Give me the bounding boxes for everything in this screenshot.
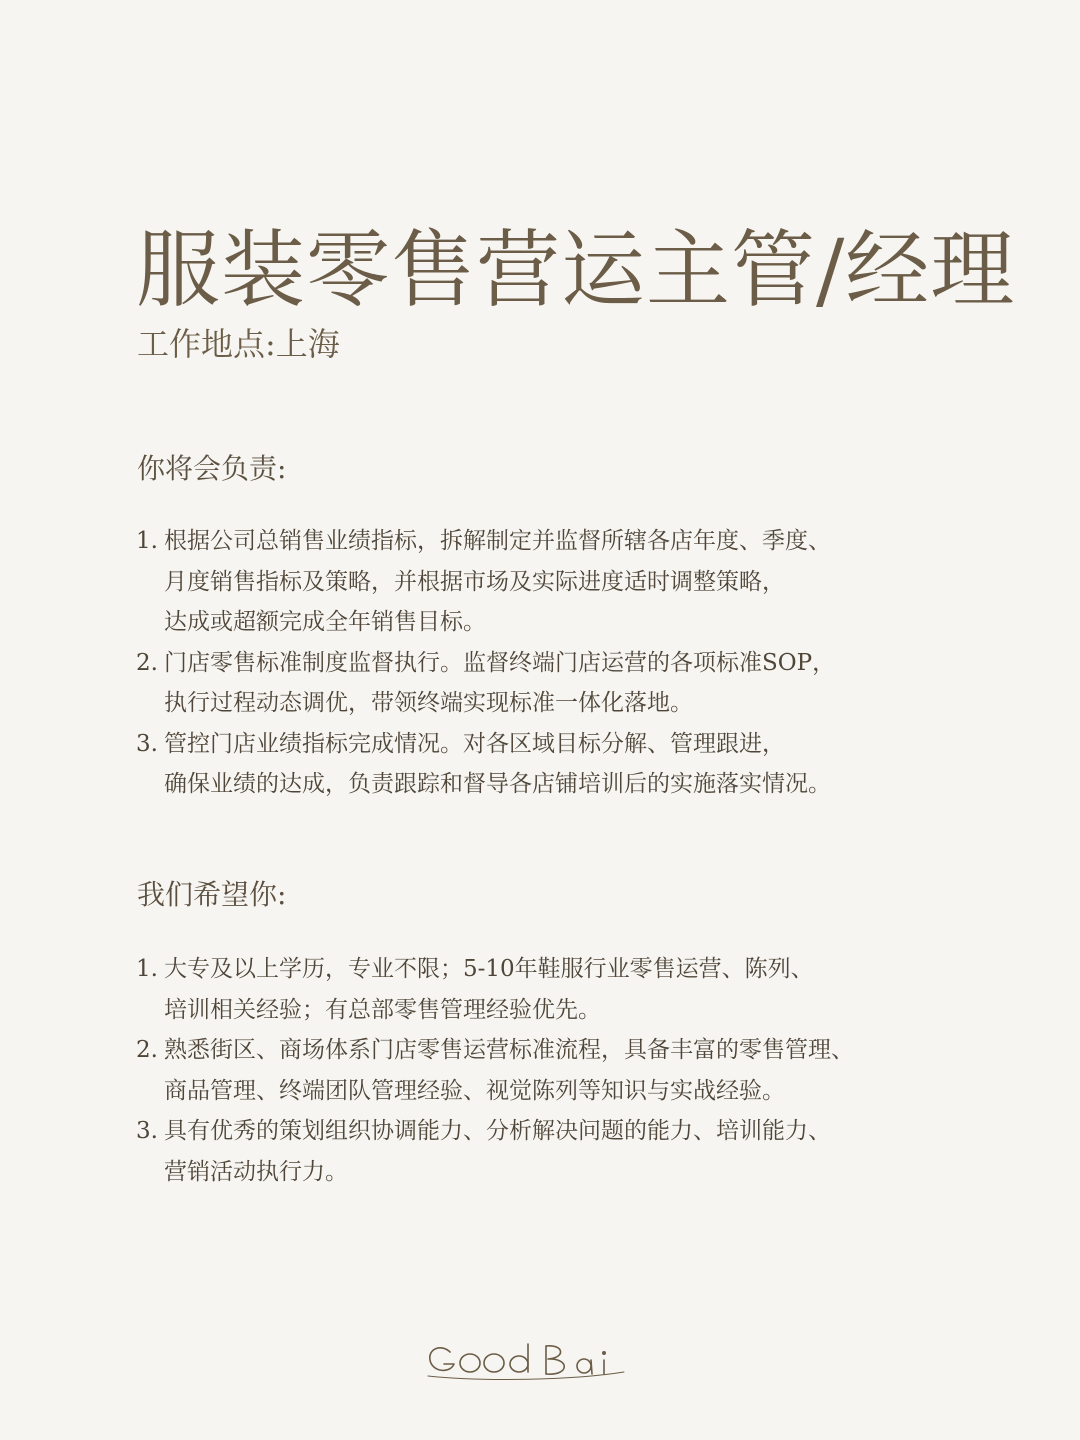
- item-number: 1.: [136, 528, 158, 554]
- item-line: 营销活动执行力。: [164, 1158, 348, 1185]
- item-line: 门店零售标准制度监督执行。监督终端门店运营的各项标准SOP，: [164, 649, 836, 676]
- item-text: [164, 521, 1036, 643]
- responsibilities-list: [136, 521, 1036, 805]
- item-line: 执行过程动态调优，带领终端实现标准一体化落地。: [164, 690, 693, 716]
- item-number: 2.: [136, 1037, 158, 1063]
- list-item: [136, 949, 1036, 1030]
- item-number: 2.: [136, 649, 158, 676]
- item-line: 具有优秀的策划组织协调能力、分析解决问题的能力、培训能力、: [164, 1118, 831, 1144]
- item-line: 根据公司总销售业绩指标，拆解制定并监督所辖各店年度、季度、: [164, 528, 831, 554]
- item-line: 熟悉街区、商场体系门店零售运营标准流程，具备丰富的零售管理、: [164, 1037, 854, 1063]
- item-line: 大专及以上学历，专业不限；5-10年鞋服行业零售运营、陈列、: [164, 956, 814, 982]
- item-line: 月度销售指标及策略，并根据市场及实际进度适时调整策略，: [164, 568, 785, 595]
- list-item: [136, 1030, 1036, 1111]
- goodbai-logo: [424, 1336, 656, 1384]
- item-line: 达成或超额完成全年销售目标。: [164, 609, 486, 635]
- requirements-list: [136, 949, 1036, 1192]
- item-line: 确保业绩的达成，负责跟踪和督导各店铺培训后的实施落实情况。: [164, 771, 831, 797]
- list-item: [136, 643, 1036, 724]
- item-number: 3.: [136, 730, 158, 757]
- item-text: [164, 643, 1036, 724]
- item-text: [164, 1030, 1036, 1111]
- item-line: 培训相关经验；有总部零售管理经验优先。: [164, 996, 601, 1023]
- list-item: [136, 724, 1036, 805]
- list-item: [136, 521, 1036, 643]
- job-title: 服装零售营运主管/经理: [136, 221, 1016, 319]
- requirements-heading: 我们希望你:: [137, 878, 287, 911]
- item-line: 商品管理、终端团队管理经验、视觉陈列等知识与实战经验。: [164, 1077, 785, 1104]
- item-text: [164, 949, 1036, 1030]
- list-item: [136, 1111, 1036, 1192]
- responsibilities-heading: 你将会负责:: [137, 452, 287, 485]
- work-location: 工作地点:上海: [137, 325, 340, 363]
- item-number: 1.: [136, 956, 158, 982]
- item-number: 3.: [136, 1118, 158, 1144]
- item-line: 管控门店业绩指标完成情况。对各区域目标分解、管理跟进，: [164, 730, 785, 757]
- item-text: [164, 724, 1036, 805]
- item-text: [164, 1111, 1036, 1192]
